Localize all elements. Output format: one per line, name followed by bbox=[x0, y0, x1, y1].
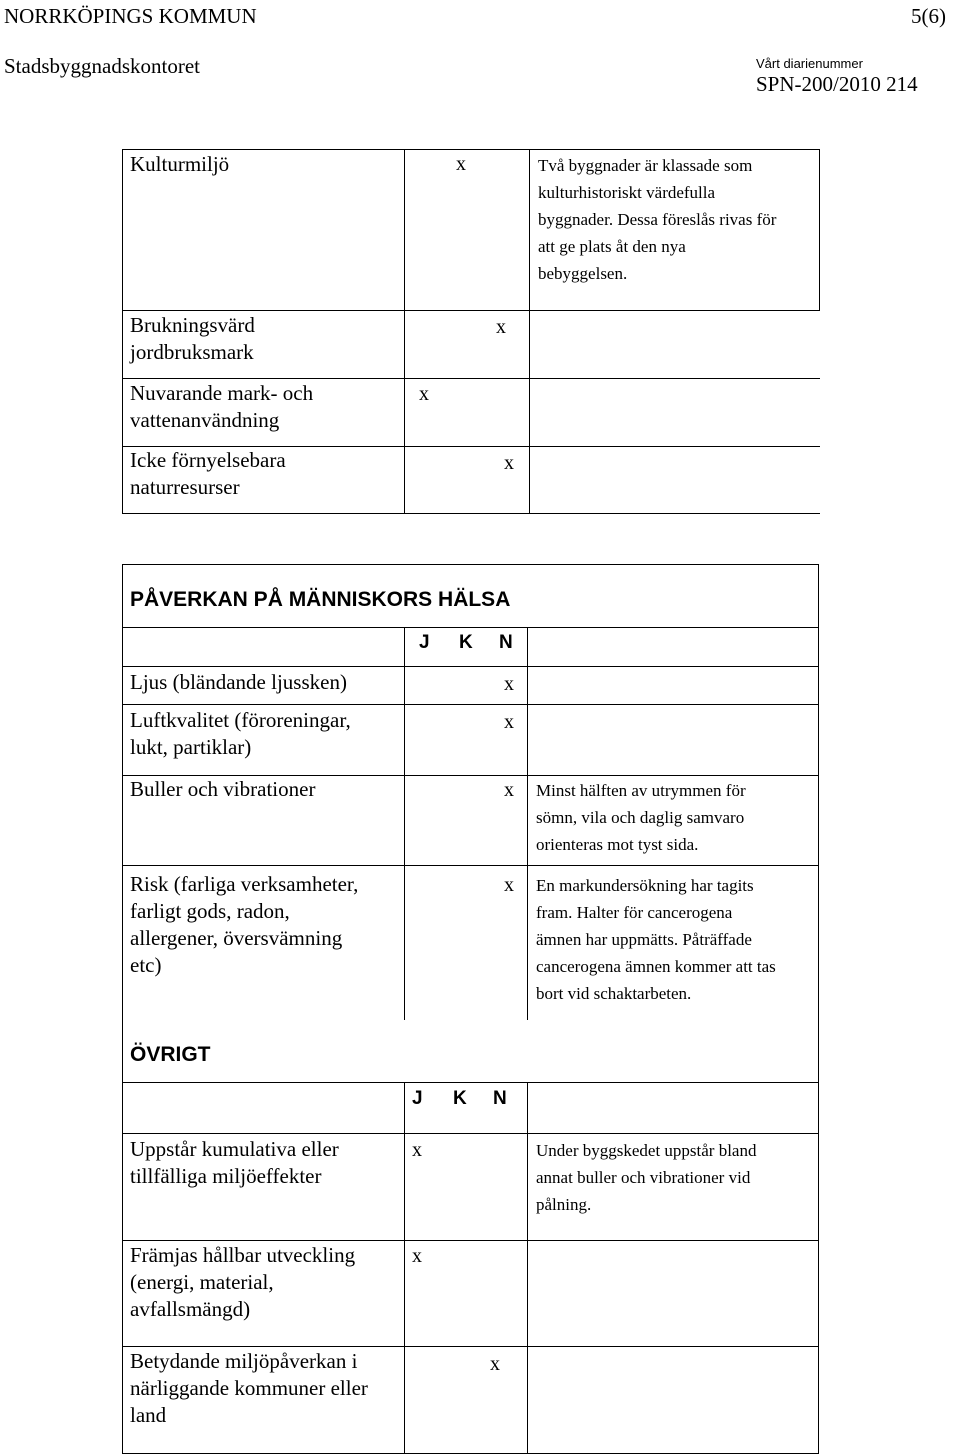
row-label: Buller och vibrationer bbox=[130, 777, 316, 801]
mark-j: x bbox=[419, 383, 429, 405]
diarie-label: Vårt diarienummer bbox=[756, 56, 863, 71]
col-header-n: N bbox=[499, 632, 513, 653]
row-label: Icke förnyelsebara naturresurser bbox=[130, 448, 286, 499]
col-header-j: J bbox=[412, 1088, 423, 1109]
row-label: Ljus (bländande ljussken) bbox=[130, 670, 347, 694]
section-title: ÖVRIGT bbox=[130, 1043, 211, 1066]
row-label: Främjas hållbar utveckling (energi, material, avfallsmängd) bbox=[130, 1243, 356, 1321]
row-label: Nuvarande mark- och vattenanvändning bbox=[130, 381, 314, 432]
row-label: Luftkvalitet (föroreningar, lukt, partiklar) bbox=[130, 708, 351, 759]
mark-n: x bbox=[504, 874, 514, 896]
mark-j: x bbox=[412, 1139, 422, 1161]
row-comment: Två byggnader är klassade som kulturhistoriskt värdefulla byggnader. Dessa föreslås rivas för att ge plats åt den nya bebyggelsen. bbox=[538, 156, 777, 283]
row-label: Betydande miljöpåverkan i närliggande kommuner eller land bbox=[130, 1349, 368, 1427]
mark-n: x bbox=[490, 1353, 500, 1375]
section-title: PÅVERKAN PÅ MÄNNISKORS HÄLSA bbox=[130, 588, 511, 611]
department: Stadsbyggnadskontoret bbox=[4, 54, 200, 78]
mark-j: x bbox=[412, 1245, 422, 1267]
page-number: 5(6) bbox=[911, 4, 946, 28]
mark-n: x bbox=[504, 779, 514, 801]
row-comment: Under byggskedet uppstår bland annat buller och vibrationer vid pålning. bbox=[536, 1141, 757, 1214]
diarie-number: SPN-200/2010 214 bbox=[756, 72, 918, 96]
col-header-k: K bbox=[453, 1088, 467, 1109]
mark-j: x bbox=[456, 153, 466, 175]
row-label: Brukningsvärd jordbruksmark bbox=[130, 313, 255, 364]
mark-n: x bbox=[504, 711, 514, 733]
org-name: NORRKÖPINGS KOMMUN bbox=[4, 4, 257, 28]
mark-n: x bbox=[504, 452, 514, 474]
col-header-k: K bbox=[459, 632, 473, 653]
mark-n: x bbox=[504, 673, 514, 695]
row-label: Risk (farliga verksamheter, farligt gods, radon, allergener, översvämning etc) bbox=[130, 872, 359, 977]
mark-n: x bbox=[496, 316, 506, 338]
row-comment: En markundersökning har tagits fram. Halter för cancerogena ämnen har uppmätts. Påträffade cancerogena ämnen kommer att tas bort vid schaktarbeten. bbox=[536, 876, 776, 1003]
col-header-n: N bbox=[493, 1088, 507, 1109]
row-label: Kulturmiljö bbox=[130, 152, 230, 176]
row-label: Uppstår kumulativa eller tillfälliga miljöeffekter bbox=[130, 1137, 339, 1188]
col-header-j: J bbox=[419, 632, 430, 653]
row-comment: Minst hälften av utrymmen för sömn, vila och daglig samvaro orienteras mot tyst sida. bbox=[536, 781, 746, 854]
